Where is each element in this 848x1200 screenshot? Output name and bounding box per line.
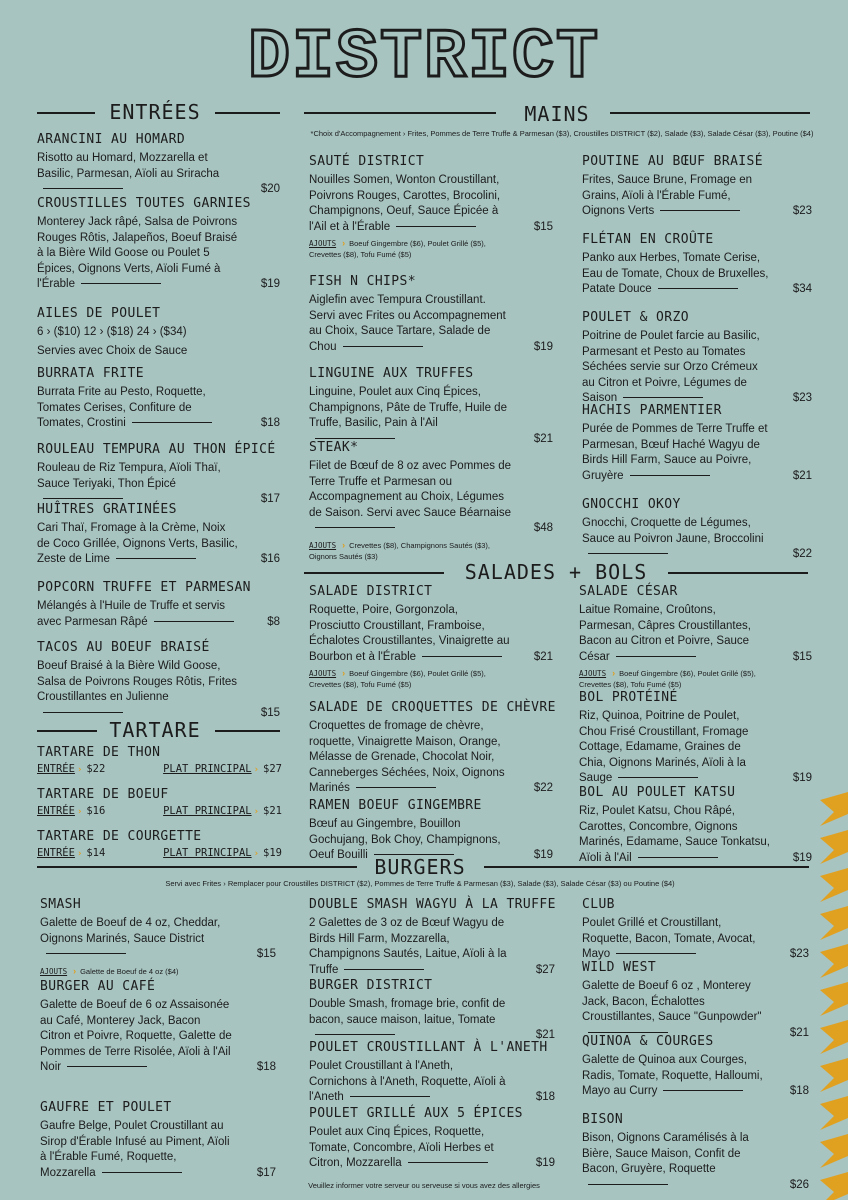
item-name: SALADE DE CROQUETTES DE CHÈVRE [309,700,556,715]
item-description [582,979,809,1041]
menu-item [37,640,280,721]
item-description [309,385,553,447]
item-price: $21 [789,1026,809,1039]
addons-text: Crevettes ($8), Champignons Sautés ($3), Oignons Sautés ($3) [309,540,490,561]
chevron-right-icon: › [73,965,77,976]
item-description [582,1053,809,1100]
chevron-right-icon: › [253,765,260,775]
menu-item [309,897,555,978]
item-name: SALADE CÉSAR [579,584,678,599]
item-name: SAUTÉ DISTRICT [309,154,425,169]
item-price: $21 [535,1029,555,1041]
leader-line [616,953,696,954]
item-description-text: Burrata Frite au Pesto, Roquette, Tomates Cerises, Confiture de Tomates, Crostini [37,386,206,429]
item-price: $23 [789,948,809,960]
menu-item [579,785,812,866]
menu-item [40,1100,276,1181]
menu-item [309,798,553,864]
item-description [37,599,280,630]
item-name: BISON [582,1112,624,1127]
item-price: $23 [792,205,812,217]
divider [304,112,496,114]
leader-line [344,969,424,970]
item-description-text: Frites, Sauce Brune, Fromage en Grains, Aïoli à l'Érable Fumé, Oignons Verts [582,174,753,217]
item-description [309,173,553,235]
item-price: $19 [792,851,812,864]
item-description-text: Poulet aux Cinq Épices, Roquette, Tomate, Concombre, Aïoli Herbes et Citron, Mozzarella [309,1126,494,1169]
item-name: FLÉTAN EN CROÛTE [582,232,714,247]
stripe-chevron [820,792,848,826]
item-price: $16 [260,553,280,565]
menu-item [40,979,276,1076]
menu-item [309,274,553,355]
item-description-text: Linguine, Poulet aux Cinq Épices, Champignons, Pâte de Truffe, Huile de Truffe, Basilic, Pain à l'Ail [309,386,507,429]
item-description [37,385,280,432]
item-name: GNOCCHI OKOY [582,497,681,512]
addons-text: Boeuf Gingembre ($6), Poulet Grillé ($5), Crevettes ($8), Tofu Fumé ($5) [579,669,756,689]
item-price: $27 [535,963,555,976]
stripe-chevron [820,944,848,978]
leader-line [315,438,395,439]
principal-price: $27 [263,763,282,775]
item-name: HUÎTRES GRATINÉES [37,502,177,517]
item-description-text: Galette de Quinoa aux Courges, Radis, Tomate, Roquette, Halloumi, Mayo au Curry [582,1054,763,1097]
leader-line [315,1034,395,1035]
item-price: $21 [533,650,553,663]
menu-item [309,700,556,797]
item-name: HACHIS PARMENTIER [582,403,722,418]
leader-line [663,1090,743,1091]
menu-item [37,132,280,198]
chevron-right-icon: › [253,849,260,859]
item-description [582,251,812,298]
divider [215,730,280,732]
stripe-chevron [820,1172,848,1200]
item-name: SALADE DISTRICT [309,584,433,599]
leader-line [356,787,436,788]
menu-item [582,310,812,407]
item-name: LINGUINE AUX TRUFFES [309,366,474,381]
item-description [309,293,553,355]
item-name: FISH N CHIPS* [309,274,416,289]
item-description [309,1059,555,1106]
item-description [40,916,276,963]
leader-line [616,656,696,657]
leader-line [315,527,395,528]
item-description-text: Galette de Boeuf 6 oz , Monterey Jack, Bacon, Échalottes Croustillantes, Sauce "Gunpowder" [582,980,762,1023]
menu-item [582,232,812,298]
menu-item [37,196,280,293]
menu-item [309,1106,555,1172]
item-description-text: Poulet Croustillant à l'Aneth, Cornichons à l'Aneth, Roquette, Aïoli à l'Aneth [309,1060,506,1103]
item-name: POULET CROUSTILLANT À L'ANETH [309,1040,548,1055]
chevron-right-icon: › [76,765,83,775]
menu-item [37,306,280,359]
item-price: $18 [256,1061,276,1073]
menu-item [37,580,280,630]
leader-line [67,1066,147,1067]
item-price: $19 [533,340,553,353]
item-name: TARTARE DE COURGETTE [37,829,202,844]
item-description-text: Bœuf au Gingembre, Bouillon Gochujang, Bok Choy, Champignons, Oeuf Bouilli [309,818,501,861]
allergy-footer: Veuillez informer votre serveur ou serveuse si vous avez des allergies [308,1181,540,1190]
menu-item [309,366,553,447]
item-description [309,719,553,797]
item-addons [579,668,812,690]
decorative-stripes [806,792,848,1200]
item-name: BURGER DISTRICT [309,978,433,993]
item-addons [309,540,553,562]
item-description [582,422,812,484]
item-description-text: Croquettes de fromage de chèvre, roquette, Vinaigrette Maison, Orange, Mélasse de Grenade, Chocolat Noir, Canneberges Séchées, Noix, Oignons Marinés [309,720,505,794]
item-name: POPCORN TRUFFE ET PARMESAN [37,580,251,595]
item-name: TARTARE DE THON [37,745,161,760]
item-description-text: Aiglefin avec Tempura Croustillant. Servi avec Frites ou Accompagnement au Choix, Sauce Tartare, Salade de Chou [309,294,506,353]
divider [484,866,809,868]
leader-line [396,226,476,227]
item-name: QUINOA & COURGES [582,1034,714,1049]
leader-line [422,656,502,657]
item-description [37,215,280,293]
menu-item [309,1040,555,1106]
item-description [582,1131,809,1193]
leader-line [588,1032,668,1033]
leader-line [132,422,212,423]
menu-item [582,960,809,1041]
section-title-burgers: BURGERS [374,855,466,879]
menu-item [40,897,276,977]
mains-side-note: *Choix d'Accompagnement › Frites, Pommes de Terre Truffe & Parmesan ($3), Croustilles DISTRICT ($2), Salade ($3), Salade César ($3), Poutine ($4) [310,129,814,138]
item-name: BOL PROTÉINÉ [579,690,678,705]
item-description [582,173,812,220]
item-sizes: 6 › ($10) 12 › ($18) 24 › ($34) [37,326,187,338]
menu-item [582,897,809,963]
entree-label: ENTRÉE [37,847,75,859]
item-description-text: Galette de Boeuf de 6 oz Assaisonée au Café, Monterey Jack, Bacon Citron et Poivre, Roquette, Galette de Pommes de Terre Risolée, Aïoli à l'Ail Noir [40,999,232,1073]
leader-line [618,777,698,778]
addons-label: AJOUTS [309,540,337,550]
chevron-right-icon: › [342,238,346,248]
leader-line [102,1172,182,1173]
item-price: $22 [533,782,553,794]
item-name: STEAK* [309,440,359,455]
item-name: RAMEN BOEUF GINGEMBRE [309,798,482,813]
stripe-chevron [820,1058,848,1092]
tartare-prices [37,762,282,777]
leader-line [588,553,668,554]
section-title-entrees: ENTRÉES [109,100,201,124]
item-price: $19 [260,278,280,290]
item-description-text: Mélangés à l'Huile de Truffe et servis avec Parmesan Râpé [37,600,225,628]
item-name: POULET GRILLÉ AUX 5 ÉPICES [309,1106,523,1121]
stripe-chevron [820,830,848,864]
item-name: GAUFRE ET POULET [40,1100,172,1115]
item-addons [40,966,276,977]
principal-label: PLAT PRINCIPAL [163,847,252,859]
item-price: $34 [792,283,812,295]
addons-label: AJOUTS [309,669,337,678]
item-description-text: Cari Thaï, Fromage à la Crème, Noix de Coco Grillée, Oignons Verts, Basilic, Zeste de Lime [37,522,238,565]
leader-line [116,558,196,559]
item-description [582,916,809,963]
item-price: $18 [260,417,280,429]
item-name: DOUBLE SMASH WAGYU À LA TRUFFE [309,897,556,912]
addons-label: AJOUTS [40,966,68,976]
item-description [37,151,280,198]
addons-label: AJOUTS [579,669,607,678]
entree-price-group [37,804,105,819]
item-description-text: Purée de Pommes de Terre Truffe et Parmesan, Bœuf Haché Wagyu de Birds Hill Farm, Sauce au Poivre, Gruyère [582,423,768,482]
menu-item [579,584,812,690]
stripe-chevron [820,1096,848,1130]
item-name: BOL AU POULET KATSU [579,785,736,800]
principal-label: PLAT PRINCIPAL [163,763,252,775]
item-description-text: Panko aux Herbes, Tomate Cerise, Eau de Tomate, Choux de Bruxelles, Patate Douce [582,252,769,295]
leader-line [623,397,703,398]
menu-item [37,502,280,568]
item-description [309,459,553,537]
menu-item [37,442,280,508]
chevron-right-icon: › [342,668,346,678]
menu-item [582,1034,809,1100]
item-price: $21 [533,432,553,445]
item-price: $15 [533,220,553,233]
chevron-right-icon: › [76,849,83,859]
menu-item [309,154,553,260]
item-price: $19 [533,849,553,861]
item-description [40,998,276,1076]
addons-text: Boeuf Gingembre ($6), Poulet Grillé ($5), Crevettes ($8), Tofu Fumé ($5) [309,669,486,689]
leader-line [658,288,738,289]
item-description-text: Poitrine de Poulet farcie au Basilic, Parmesant et Pesto au Tomates Séchées servie sur Orzo Crémeux au Citron et Poivre, Légumes de Saison [582,330,760,404]
section-title-tartare: TARTARE [109,718,201,742]
entree-price-group [37,846,105,861]
item-name: AILES DE POULET [37,306,161,321]
item-description [579,603,812,665]
item-description [309,916,555,978]
menu-item [582,403,812,484]
item-description-text: 2 Galettes de 3 oz de Bœuf Wagyu de Birds Hill Farm, Mozzarella, Champignons Sautés, Laitue, Aïoli à la Truffe [309,917,507,976]
chevron-right-icon: › [342,539,346,550]
item-description-text: Poulet Grillé et Croustillant, Roquette, Bacon, Tomate, Avocat, Mayo [582,917,756,960]
item-description [579,804,812,866]
leader-line [374,854,454,855]
item-price: $22 [792,548,812,560]
item-addons [309,668,553,690]
menu-item [582,154,812,220]
leader-line [43,498,123,499]
item-price: $18 [789,1085,809,1097]
leader-line [350,1096,430,1097]
item-price: $19 [792,772,812,784]
item-description [309,603,553,665]
principal-price: $19 [263,847,282,859]
divider [610,112,810,114]
item-description-text: Laitue Romaine, Croûtons, Parmesan, Câpres Croustillantes, Bacon au Citron et Poivre, Sauce César [579,604,751,663]
chevron-right-icon: › [253,807,260,817]
principal-price-group [163,846,282,861]
item-description-text: Rouleau de Riz Tempura, Aïoli Thaï, Sauce Teriyaki, Thon Épicé [37,462,221,490]
item-description-text: Riz, Poulet Katsu, Chou Râpé, Carottes, Concombre, Oignons Marinés, Edamame, Sauce Tonkatsu, Aïoli à l'Ail [579,805,770,864]
divider [215,112,280,114]
entree-label: ENTRÉE [37,805,75,817]
item-description-text: Monterey Jack râpé, Salsa de Poivrons Rouges Rôtis, Jalapeños, Boeuf Braisé à la Bière Wild Goose ou Poulet 5 Épices, Oignons Verts, Aïoli Fumé à l'Érable [37,216,238,290]
item-price: $17 [256,1166,276,1179]
item-description-text: Roquette, Poire, Gorgonzola, Prosciutto Croustillant, Framboise, Échalotes Croustillantes, Vinaigrette au Bourbon et à l'Érable [309,604,510,663]
divider [37,730,97,732]
menu-item [309,584,553,690]
item-price: $17 [260,493,280,505]
item-price: $20 [260,183,280,195]
leader-line [343,346,423,347]
item-name: SMASH [40,897,82,912]
tartare-prices [37,804,282,819]
principal-price-group [163,804,282,819]
entree-price: $22 [86,763,106,775]
item-name: TARTARE DE BOEUF [37,787,169,802]
leader-line [43,712,123,713]
item-description [37,461,280,508]
menu-item [582,1112,809,1193]
entree-price: $14 [86,847,106,859]
leader-line [638,857,718,858]
menu-item [579,690,812,787]
item-description [579,709,812,787]
leader-line [660,210,740,211]
item-description-text: Riz, Quinoa, Poitrine de Poulet, Chou Frisé Croustillant, Fromage Cottage, Edamame, Graines de Chia, Oignons Marinés, Aïoli à la Sauge [579,710,749,784]
item-description [582,516,812,563]
chevron-right-icon: › [76,807,83,817]
item-description-text: Bison, Oignons Caramélisés à la Bière, Sauce Maison, Confit de Bacon, Gruyère, Roquette [582,1132,749,1175]
divider [37,866,357,868]
item-description-text: Double Smash, fromage brie, confit de bacon, sauce maison, laitue, Tomate [309,998,506,1026]
entree-label: ENTRÉE [37,763,75,775]
item-name: BURRATA FRITE [37,366,144,381]
item-description [309,817,553,864]
leader-line [46,953,126,954]
item-price: $18 [535,1091,555,1103]
leader-line [154,621,234,622]
divider [37,112,95,114]
entree-price-group [37,762,105,777]
principal-label: PLAT PRINCIPAL [163,805,252,817]
brand-logo: DISTRICT [247,19,601,98]
item-price: $15 [792,650,812,663]
item-description-text: Servies avec Choix de Sauce [37,344,188,357]
item-description [40,1119,276,1181]
menu-item [309,978,555,1044]
item-price: $15 [256,948,276,960]
stripe-chevron [820,906,848,940]
leader-line [43,188,123,189]
item-description [37,344,280,360]
item-description-text: Galette de Boeuf de 4 oz, Cheddar, Oignons Marinés, Sauce District [40,917,221,945]
section-title-salades: SALADES + BOLS [464,560,648,584]
menu-item [37,366,280,432]
tartare-item [37,829,282,861]
divider [668,572,808,574]
item-price: $19 [535,1157,555,1169]
item-name: TACOS AU BOEUF BRAISÉ [37,640,210,655]
item-description [37,659,280,721]
item-price: $48 [533,522,553,534]
item-name: POUTINE AU BŒUF BRAISÉ [582,154,763,169]
item-price: $15 [260,706,280,719]
tartare-item [37,787,282,819]
addons-text: Boeuf Gingembre ($6), Poulet Grillé ($5), Crevettes ($8), Tofu Fumé ($5) [309,239,486,259]
item-name: POULET & ORZO [582,310,689,325]
item-description [582,329,812,407]
chevron-right-icon: › [612,668,616,678]
item-description-text: Gaufre Belge, Poulet Croustillant au Sirop d'Érable Infusé au Piment, Aïoli à l'Érable Fumé, Roquette, Mozzarella [40,1120,230,1179]
stripe-chevron [820,1020,848,1054]
item-description-text: Gnocchi, Croquette de Légumes, Sauce au Poivron Jaune, Broccolini [582,517,764,545]
item-name: ARANCINI AU HOMARD [37,132,186,147]
item-price: $21 [792,469,812,482]
burgers-side-note: Servi avec Frites › Remplacer pour Croustilles DISTRICT ($2), Pommes de Terre Truffe & Parmesan ($3), Salade ($3), Salade César ($3) ou Poutine ($4) [165,879,675,888]
item-description [309,997,555,1044]
item-price: $23 [792,392,812,404]
section-title-mains: MAINS [524,102,590,126]
item-description [309,1125,555,1172]
menu-item [582,497,812,563]
leader-line [630,475,710,476]
item-addons [309,238,553,260]
item-description [37,521,280,568]
divider [304,572,444,574]
principal-price-group [163,762,282,777]
menu-item [309,440,553,562]
item-price: $8 [267,615,280,628]
tartare-prices [37,846,282,861]
stripe-chevron [820,982,848,1016]
item-name: CROUSTILLES TOUTES GARNIES [37,196,251,211]
item-description-text: Risotto au Homard, Mozzarella et Basilic, Parmesan, Aïoli au Sriracha [37,152,220,180]
leader-line [588,1184,668,1185]
entree-price: $16 [86,805,106,817]
item-name: ROULEAU TEMPURA AU THON ÉPICÉ [37,442,276,457]
item-description-text: Nouilles Somen, Wonton Croustillant, Poivrons Rouges, Carottes, Brocolini, Champignons, Oeuf, Sauce Épicée à l'Ail et à l'Érable [309,174,501,233]
item-description-text: Filet de Bœuf de 8 oz avec Pommes de Terre Truffe et Parmesan ou Accompagnement au Choix, Légumes de Saison. Servi avec Sauce Béarnaise [309,460,512,519]
item-price: $26 [789,1178,809,1191]
stripe-chevron [820,1134,848,1168]
stripe-chevron [820,868,848,902]
principal-price: $21 [263,805,282,817]
item-name: CLUB [582,897,615,912]
item-name: BURGER AU CAFÉ [40,979,156,994]
addons-label: AJOUTS [309,239,337,248]
leader-line [81,283,161,284]
leader-line [408,1162,488,1163]
item-name: WILD WEST [582,960,657,975]
tartare-item [37,745,282,777]
addons-text: Galette de Boeuf de 4 oz ($4) [80,966,179,976]
item-description-text: Boeuf Braisé à la Bière Wild Goose, Salsa de Poivrons Rouges Rôtis, Frites Croustillantes en Julienne [37,660,238,703]
